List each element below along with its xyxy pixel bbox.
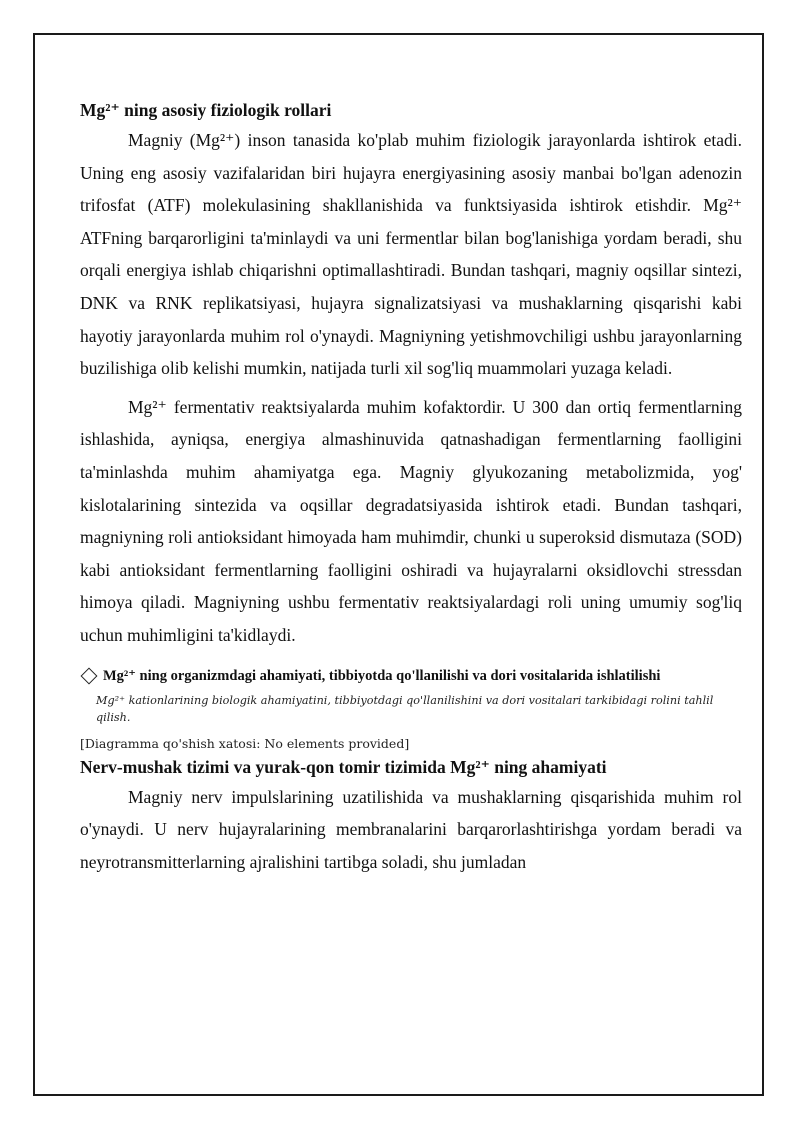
diagram-error-message: [Diagramma qo'shish xatosi: No elements provided]	[80, 735, 410, 751]
paragraph-nerve-impulses: Magniy nerv impulslarining uzatilishida va mushaklarning qisqarishida muhim rol o'ynaydi. U nerv hujayralarining membranalarini barqarorlashtirishga yordam beradi va neyrotransmitterlarning ajralishini tartibga soladi, shu jumladan	[80, 786, 742, 872]
diagram-placeholder	[80, 666, 742, 753]
document-content	[80, 96, 742, 878]
paragraph-atp-role: Magniy (Mg²⁺) inson tanasida ko'plab muhim fiziologik jarayonlarda ishtirok etadi. Uning eng asosiy vazifalaridan biri hujayra energiyasining asosiy manbai bo'lgan adenozin trifosfat (ATF) molekulasining shakllanishida va funktsiyasida ishtirok etishdir. Mg²⁺ ATFning barqarorligini ta'minlaydi va uni fermentlar bilan bog'lanishiga yordam beradi, shu orqali energiya ishlab chiqarishni optimallashtiradi. Bundan tashqari, magniy oqsillar sintezi, DNK va RNK replikatsiyasi, hujayra signalizatsiyasi va mushaklarning qisqarishi kabi hayotiy jarayonlarda muhim rol o'ynaydi. Magniyning yetishmovchiligi ushbu jarayonlarning buzilishiga olib kelishi mumkin, natijada turli xil sog'liq muammolari yuzaga keladi.	[80, 130, 742, 379]
diagram-description: Mg²⁺ kationlarining biologik ahamiyatini, tibbiyotdagi qo'llanilishini va dori vositalari tarkibidagi rolini tahlil qilish.	[96, 693, 714, 724]
paragraph-enzyme-cofactor: Mg²⁺ fermentativ reaktsiyalarda muhim kofaktordir. U 300 dan ortiq fermentlarning ishlashida, ayniqsa, energiya almashinuvida qatnashadigan fermentlarning faolligini ta'minlashda muhim ahamiyatga ega. Magniy glyukozaning metabolizmida, yog' kislotalarining sintezida va oqsillar degradatsiyasida ishtirok etadi. Bundan tashqari, magniyning roli antioksidant himoyada ham muhimdir, chunki u superoksid dismutaza (SOD) kabi antioksidant fermentlarning faolligini oshiradi va hujayralarni oksidlovchi stressdan himoya qiladi. Magniyning ushbu fermentativ reaktsiyalardagi roli uning umumiy sog'liq uchun muhimligini ta'kidlaydi.	[80, 396, 742, 645]
diagram-title-text: Mg²⁺ ning organizmdagi ahamiyati, tibbiyotda qo'llanilishi va dori vositalarida ishlatilishi	[103, 667, 661, 684]
section-heading-physiological-roles: Mg²⁺ ning asosiy fiziologik rollari	[80, 100, 332, 120]
section-heading-nerve-muscle: Nerv-mushak tizimi va yurak-qon tomir tizimida Mg²⁺ ning ahamiyati	[80, 756, 607, 777]
diamond-icon	[81, 667, 98, 684]
diagram-title	[80, 666, 742, 686]
